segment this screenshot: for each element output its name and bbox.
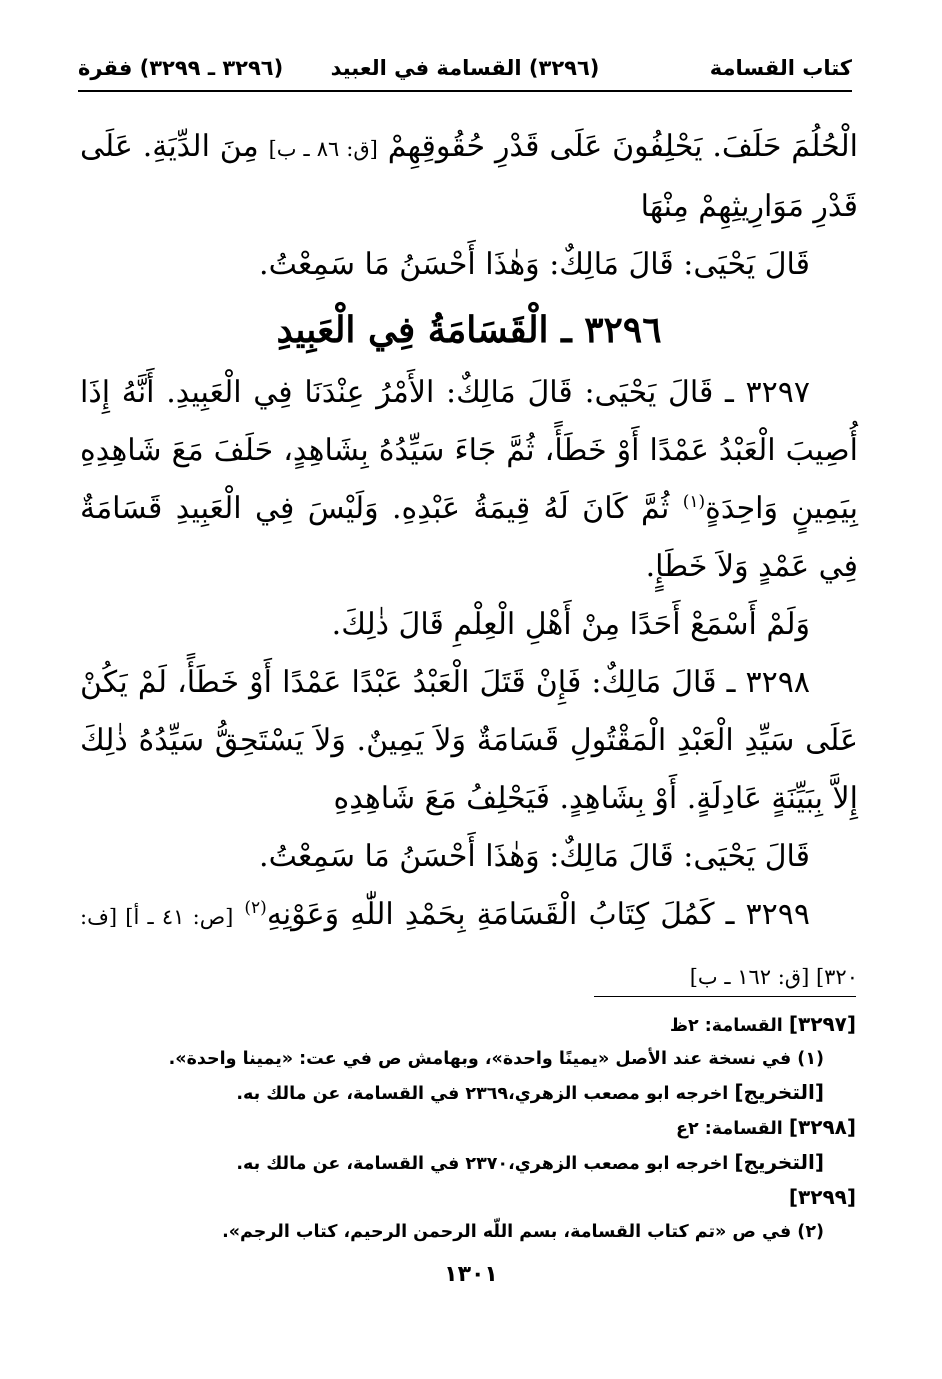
paragraph-3298: ٣٢٩٨ ـ قَالَ مَالِكٌ: فَإِنْ قَتَلَ الْعَبْدُ عَبْدًا عَمْدًا أَوْ خَطَأً، لَمْ يَكُنْ عَلَى سَيِّدِ الْعَبْدِ الْمَقْتُولِ قَسَامَةٌ وَلاَ يَمِينٌ. وَلاَ يَسْتَحِقُّ سَيِّدُهُ ذٰلِكَ إِلاَّ بِبَيِّنَةٍ عَادِلَةٍ. أَوْ بِشَاهِدٍ. فَيَحْلِفُ مَعَ شَاهِدِهِ — [80, 665, 858, 816]
footnote-marker-1: (١) — [682, 492, 706, 512]
footnote-3297-source: [٣٢٩٧] القسامة: ٢ظ — [669, 1012, 856, 1036]
page-number: ١٣٠١ — [444, 1262, 498, 1287]
chapter-heading: ٣٢٩٦ ـ الْقَسَامَةُ فِي الْعَبِيدِ — [276, 309, 662, 351]
footnote-3299-source: [٣٢٩٩] — [788, 1185, 856, 1209]
manuscript-refs: [ص: ٤١ ـ أ] [ف: ٣٢٠] [ق: ١٦٢ ـ ب] — [80, 905, 858, 989]
footnotes — [160, 1008, 856, 1249]
header-paragraph-range: (٣٢٩٦ ـ ٣٢٩٩) فقرة — [78, 56, 284, 80]
main-text — [80, 118, 858, 1006]
header-rule — [78, 90, 852, 92]
paragraph-yahya: قَالَ يَحْيَى: قَالَ مَالِكٌ: وَهٰذَا أَحْسَنُ مَا سَمِعْتُ. — [259, 839, 810, 874]
footnote-marker-2: (٢) — [244, 898, 267, 918]
footnote-1: (١) في نسخة عند الأصل «يمينًا واحدة»، وبهامش ص في عت: «يمينا واحدة». — [168, 1049, 824, 1069]
footnote-3298-source: [٣٢٩٨] القسامة: ٢ع — [676, 1115, 856, 1139]
header-chapter-title: (٣٢٩٦) القسامة في العبيد — [330, 56, 600, 80]
paragraph-3299: ٣٢٩٩ ـ كَمُلَ كِتَابُ الْقَسَامَةِ بِحَمْدِ اللّٰهِ وَعَوْنِهِ$^{(٢)}$ [ص: ٤١ ـ أ] [ف: ٣٢٠] [ق: ١٦٢ ـ ب] — [80, 897, 858, 989]
running-header — [78, 48, 852, 88]
footnote-takhrij-3297: [التخريج] اخرجه ابو مصعب الزهري،٢٣٦٩ في القسامة، عن مالك به. — [236, 1080, 824, 1104]
footnote-2: (٢) في ص «تم كتاب القسامة، بسم اللّه الرحمن الرحيم، كتاب الرجم». — [222, 1222, 824, 1242]
paragraph-2: قَالَ يَحْيَى: قَالَ مَالِكٌ: وَهٰذَا أَحْسَنُ مَا سَمِعْتُ. — [259, 247, 810, 282]
paragraph-no-scholar: وَلَمْ أَسْمَعْ أَحَدًا مِنْ أَهْلِ الْعِلْمِ قَالَ ذٰلِكَ. — [331, 607, 810, 642]
paragraph-3297: ٣٢٩٧ ـ قَالَ يَحْيَى: قَالَ مَالِكٌ: الأَمْرُ عِنْدَنَا فِي الْعَبِيدِ. أَنَّهُ إِذَا أُصِيبَ الْعَبْدُ عَمْدًا أَوْ خَطَأً، ثُمَّ جَاءَ سَيِّدُهُ بِشَاهِدٍ، حَلَفَ مَعَ شَاهِدِهِ بِيَمِينٍ وَاحِدَةٍ$^{(١)}$ ثُمَّ كَانَ لَهُ قِيمَةُ عَبْدِهِ. وَلَيْسَ فِي الْعَبِيدِ قَسَامَةٌ فِي عَمْدٍ وَلاَ خَطَإٍ. — [80, 375, 858, 584]
footnote-separator — [594, 996, 856, 997]
footnote-takhrij-3298: [التخريج] اخرجه ابو مصعب الزهري،٢٣٧٠ في القسامة، عن مالك به. — [236, 1150, 824, 1174]
manuscript-ref: [ق: ٨٦ ـ ب] — [268, 137, 378, 161]
paragraph-1: الْحُلُمَ حَلَفَ. يَحْلِفُونَ عَلَى قَدْرِ حُقُوقِهِمْ [ق: ٨٦ ـ ب] مِنَ الدِّيَةِ. عَلَى قَدْرِ مَوَارِيثِهِمْ مِنْهَا — [80, 129, 858, 224]
header-book-title: كتاب القسامة — [709, 56, 852, 80]
